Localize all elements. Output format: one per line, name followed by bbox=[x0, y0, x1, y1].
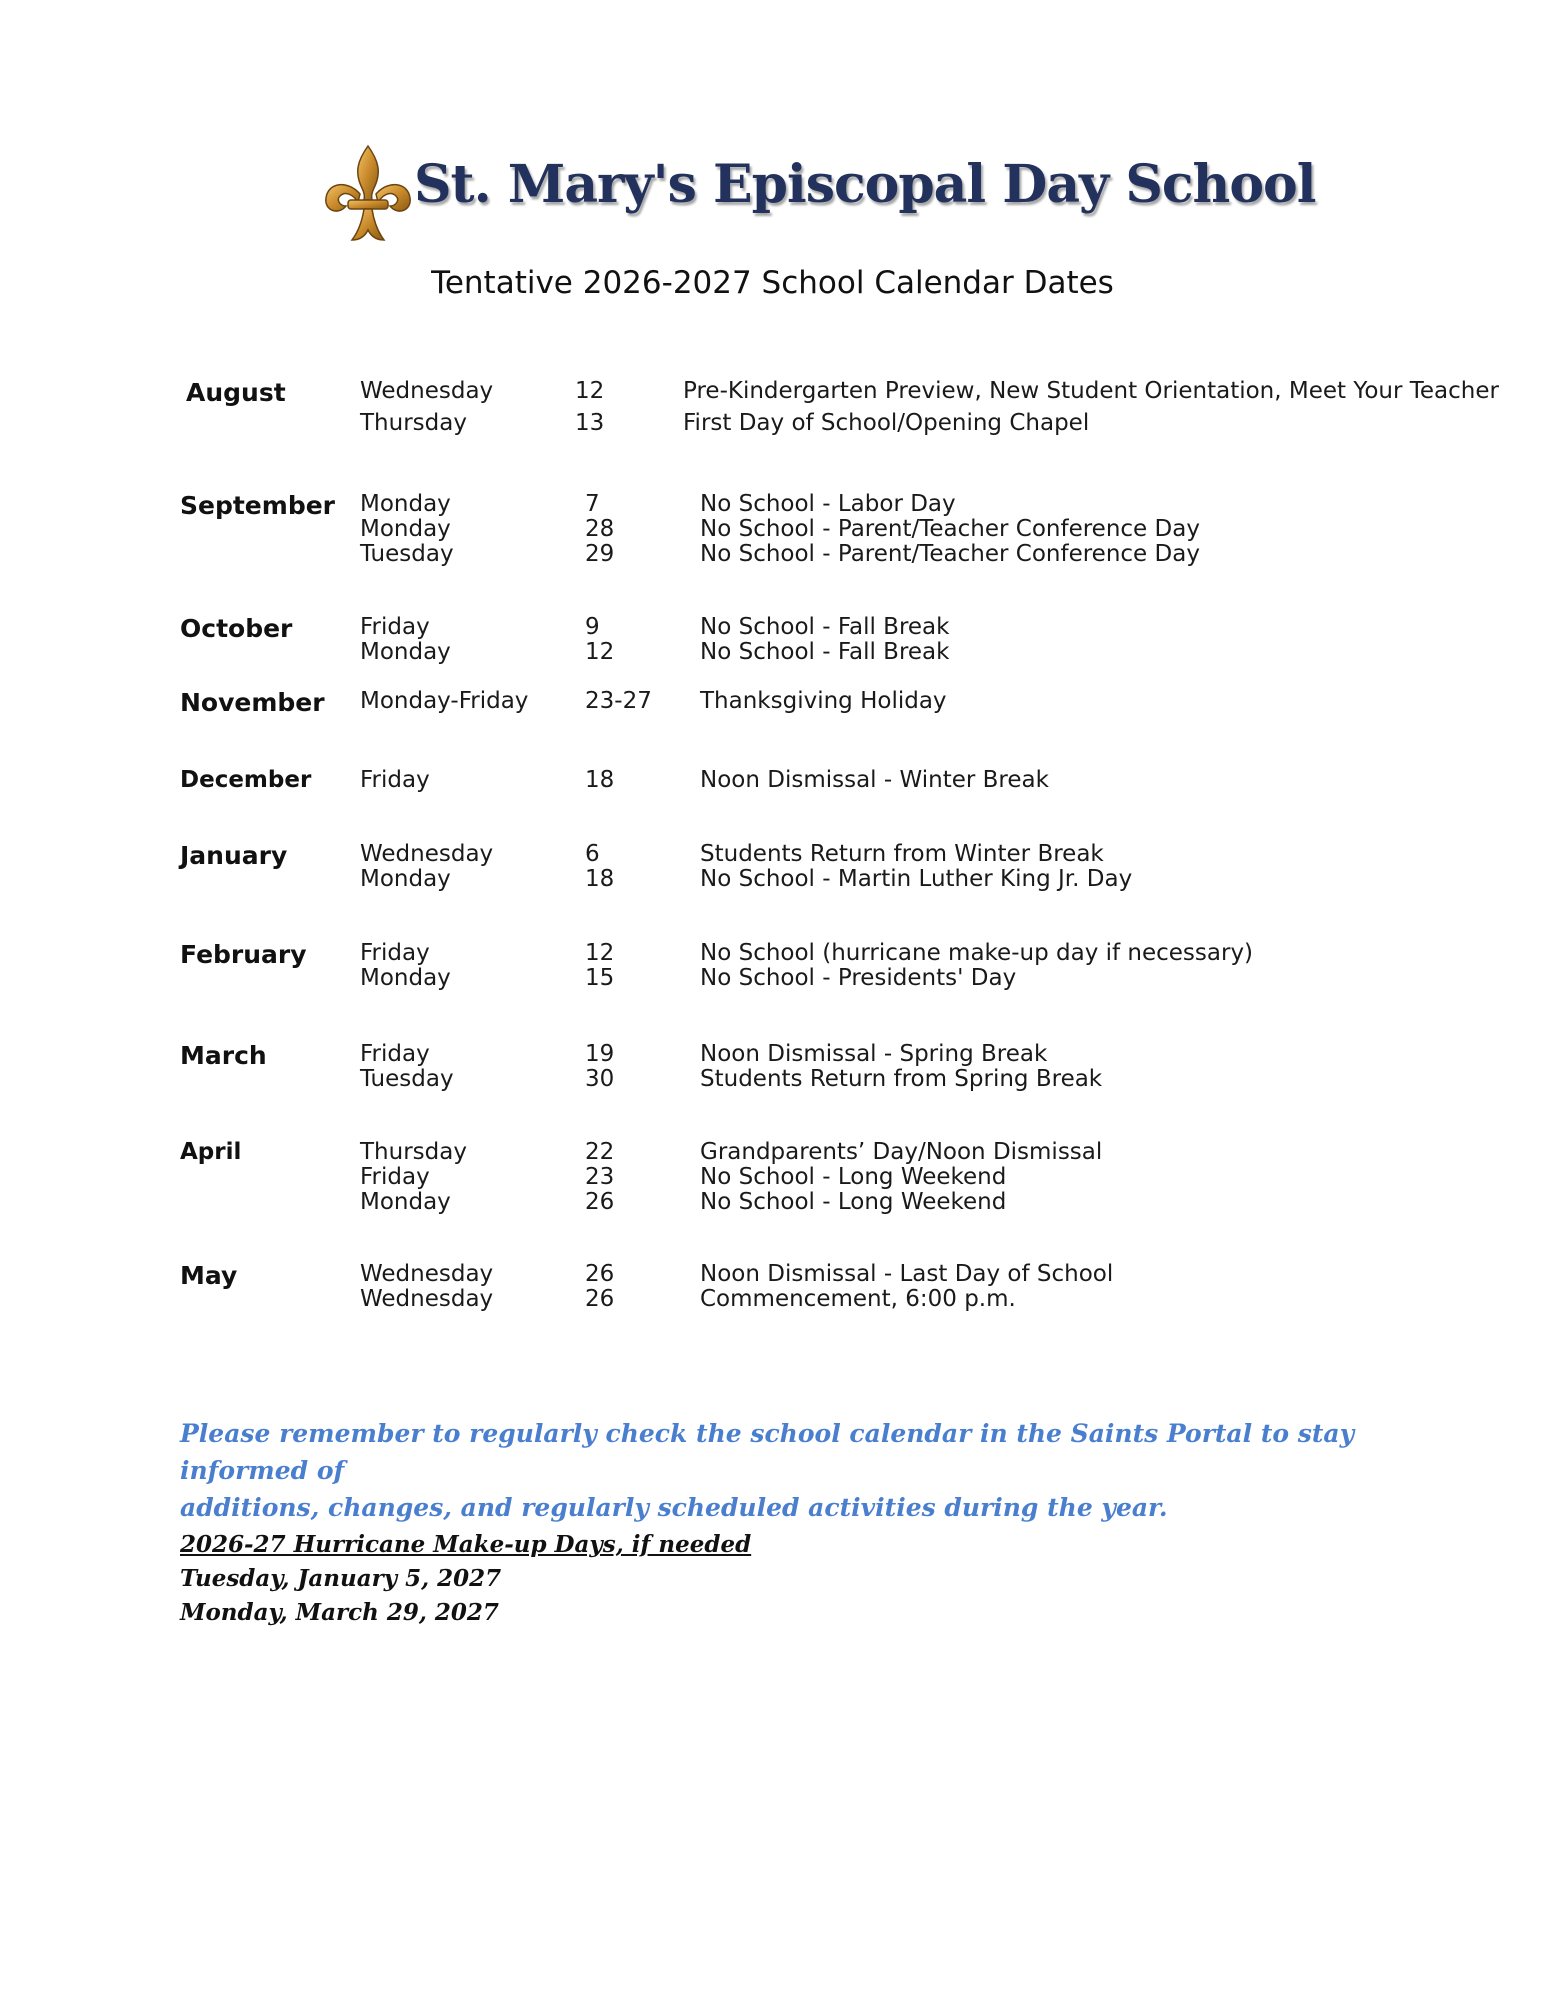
event-day: Monday bbox=[360, 866, 451, 892]
event-row bbox=[0, 1261, 1545, 1286]
month-name: September bbox=[180, 491, 335, 520]
school-name: St. Mary's Episcopal Day School bbox=[414, 154, 1316, 215]
event-row bbox=[0, 866, 1545, 891]
event-row bbox=[0, 1164, 1545, 1189]
event-row bbox=[0, 1286, 1545, 1311]
event-day: Friday bbox=[360, 767, 430, 793]
event-date: 18 bbox=[585, 767, 615, 793]
month-name: May bbox=[180, 1261, 238, 1290]
event-date: 30 bbox=[585, 1066, 615, 1092]
event-description: No School - Fall Break bbox=[700, 614, 950, 640]
event-day: Monday bbox=[360, 516, 451, 542]
event-row bbox=[0, 614, 1545, 639]
event-date: 29 bbox=[585, 541, 615, 567]
event-description: Grandparents’ Day/Noon Dismissal bbox=[700, 1139, 1103, 1165]
note-line: additions, changes, and regularly scheduled activities during the year. bbox=[180, 1493, 1168, 1522]
event-date: 12 bbox=[585, 639, 615, 665]
event-date: 22 bbox=[585, 1139, 615, 1165]
event-description: No School - Long Weekend bbox=[700, 1189, 1007, 1215]
event-date: 23-27 bbox=[585, 688, 652, 714]
event-row bbox=[0, 940, 1545, 965]
month-name: November bbox=[180, 688, 325, 717]
event-date: 19 bbox=[585, 1041, 615, 1067]
event-day: Thursday bbox=[360, 410, 467, 436]
event-description: First Day of School/Opening Chapel bbox=[683, 410, 1090, 436]
makeup-day: Tuesday, January 5, 2027 bbox=[180, 1565, 502, 1592]
event-day: Wednesday bbox=[360, 1261, 494, 1287]
event-description: Noon Dismissal - Spring Break bbox=[700, 1041, 1048, 1067]
event-date: 12 bbox=[575, 378, 605, 404]
event-day: Wednesday bbox=[360, 1286, 494, 1312]
event-date: 15 bbox=[585, 965, 615, 991]
event-date: 9 bbox=[585, 614, 600, 640]
event-description: No School - Fall Break bbox=[700, 639, 950, 665]
event-day: Tuesday bbox=[360, 1066, 454, 1092]
event-date: 18 bbox=[585, 866, 615, 892]
event-description: No School - Labor Day bbox=[700, 491, 956, 517]
event-day: Wednesday bbox=[360, 841, 494, 867]
event-description: Noon Dismissal - Last Day of School bbox=[700, 1261, 1114, 1287]
event-row bbox=[0, 1189, 1545, 1214]
event-day: Monday bbox=[360, 491, 451, 517]
month-name: March bbox=[180, 1041, 267, 1070]
event-day: Friday bbox=[360, 1041, 430, 1067]
event-description: No School - Parent/Teacher Conference Day bbox=[700, 516, 1200, 542]
month-name: October bbox=[180, 614, 293, 643]
event-day: Monday bbox=[360, 965, 451, 991]
event-row bbox=[0, 1041, 1545, 1066]
event-day: Monday-Friday bbox=[360, 688, 529, 714]
event-row bbox=[0, 378, 1545, 403]
event-date: 13 bbox=[575, 410, 605, 436]
page-title: Tentative 2026-2027 School Calendar Dates bbox=[431, 265, 1114, 301]
event-date: 12 bbox=[585, 940, 615, 966]
event-description: No School (hurricane make-up day if necessary) bbox=[700, 940, 1254, 966]
fleur-de-lis-icon bbox=[318, 142, 418, 248]
event-day: Wednesday bbox=[360, 378, 494, 404]
event-description: No School - Parent/Teacher Conference Day bbox=[700, 541, 1200, 567]
month-name: February bbox=[180, 940, 307, 969]
event-row bbox=[0, 516, 1545, 541]
event-date: 26 bbox=[585, 1261, 615, 1287]
hurricane-makeup-days bbox=[180, 1528, 751, 1630]
event-row bbox=[0, 491, 1545, 516]
month-name: December bbox=[180, 767, 312, 793]
event-row bbox=[0, 965, 1545, 990]
event-description: No School - Martin Luther King Jr. Day bbox=[700, 866, 1133, 892]
event-description: No School - Long Weekend bbox=[700, 1164, 1007, 1190]
event-date: 28 bbox=[585, 516, 615, 542]
event-date: 7 bbox=[585, 491, 600, 517]
portal-reminder-note bbox=[180, 1415, 1380, 1526]
event-description: Pre-Kindergarten Preview, New Student Orientation, Meet Your Teacher bbox=[683, 378, 1499, 404]
header bbox=[0, 140, 1545, 260]
makeup-day: Monday, March 29, 2027 bbox=[180, 1599, 499, 1626]
event-description: Students Return from Winter Break bbox=[700, 841, 1104, 867]
event-date: 26 bbox=[585, 1189, 615, 1215]
event-description: No School - Presidents' Day bbox=[700, 965, 1017, 991]
note-line: Please remember to regularly check the school calendar in the Saints Portal to stay informed of bbox=[180, 1419, 1355, 1485]
event-day: Tuesday bbox=[360, 541, 454, 567]
event-day: Friday bbox=[360, 940, 430, 966]
event-day: Friday bbox=[360, 614, 430, 640]
event-row bbox=[0, 1066, 1545, 1091]
event-description: Commencement, 6:00 p.m. bbox=[700, 1286, 1016, 1312]
month-name: January bbox=[180, 841, 288, 870]
event-row bbox=[0, 639, 1545, 664]
event-day: Friday bbox=[360, 1164, 430, 1190]
makeup-title: 2026-27 Hurricane Make-up Days, if needed bbox=[180, 1531, 752, 1558]
event-row bbox=[0, 541, 1545, 566]
event-description: Noon Dismissal - Winter Break bbox=[700, 767, 1049, 793]
event-description: Students Return from Spring Break bbox=[700, 1066, 1103, 1092]
event-day: Monday bbox=[360, 639, 451, 665]
event-description: Thanksgiving Holiday bbox=[700, 688, 947, 714]
event-row bbox=[0, 767, 1545, 792]
event-row bbox=[0, 688, 1545, 713]
event-date: 26 bbox=[585, 1286, 615, 1312]
event-day: Thursday bbox=[360, 1139, 467, 1165]
event-date: 6 bbox=[585, 841, 600, 867]
event-row bbox=[0, 1139, 1545, 1164]
school-logo bbox=[318, 140, 1316, 250]
event-row bbox=[0, 410, 1545, 435]
month-name: August bbox=[186, 378, 286, 407]
event-day: Monday bbox=[360, 1189, 451, 1215]
event-date: 23 bbox=[585, 1164, 615, 1190]
month-name: April bbox=[180, 1139, 242, 1165]
event-row bbox=[0, 841, 1545, 866]
